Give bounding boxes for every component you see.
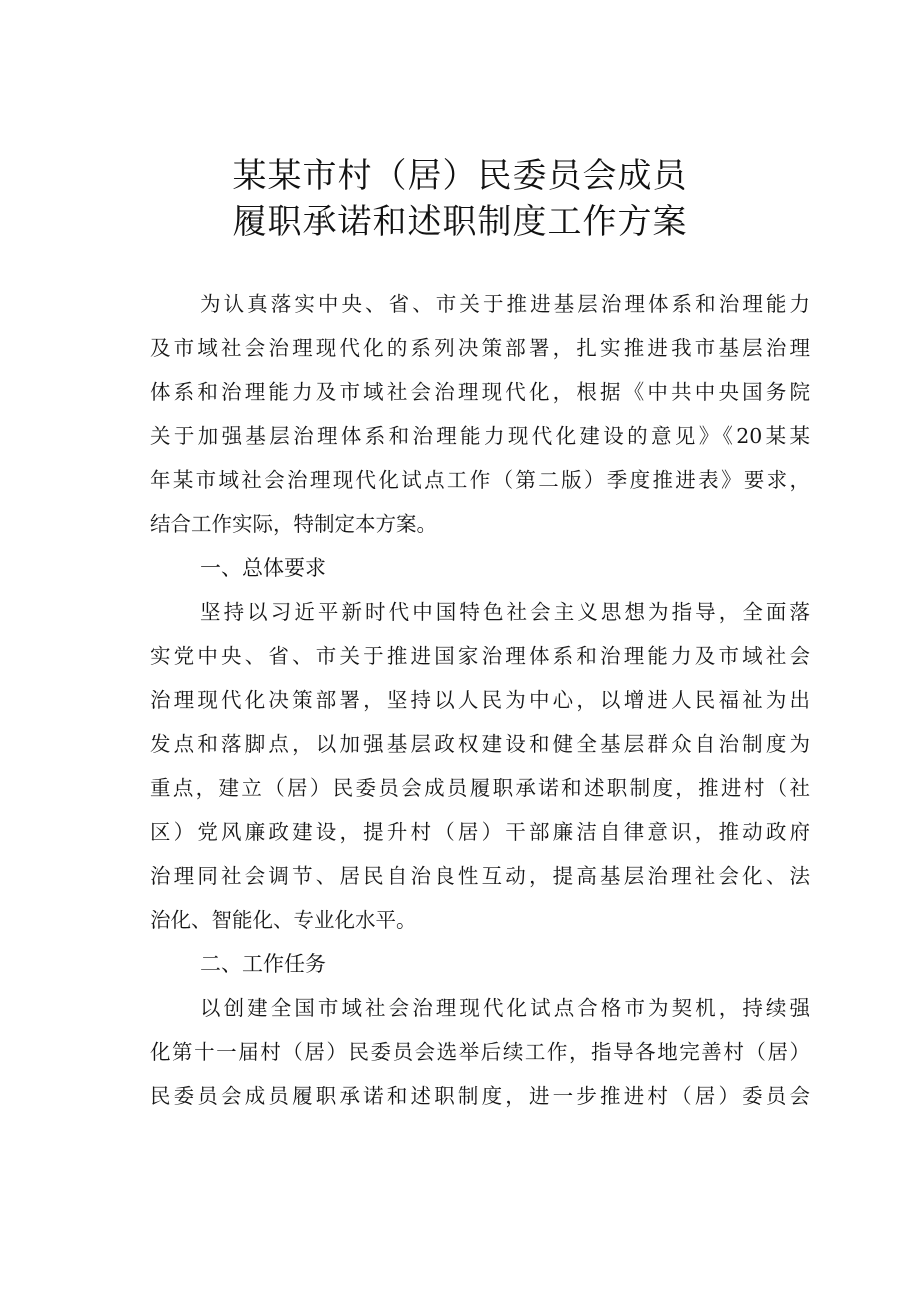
section1-paragraph-line: 治理同社会调节、居民自治良性互动，提高基层治理社会化、法 <box>150 864 810 888</box>
document-title-line-2: 履职承诺和述职制度工作方案 <box>232 202 688 242</box>
section1-paragraph-line: 区）党风廉政建设，提升村（居）干部廉洁自律意识，推动政府 <box>150 820 810 844</box>
intro-paragraph-line: 关于加强基层治理体系和治理能力现代化建设的意见》《20某某 <box>150 424 810 448</box>
section2-paragraph-line: 民委员会成员履职承诺和述职制度，进一步推进村（居）委员会 <box>150 1084 810 1108</box>
section-heading-overall-requirements: 一、总体要求 <box>200 556 326 580</box>
intro-paragraph-line: 结合工作实际，特制定本方案。 <box>150 512 437 536</box>
intro-paragraph-line: 体系和治理能力及市域社会治理现代化，根据《中共中央国务院 <box>150 380 810 404</box>
section1-paragraph-line: 治理现代化决策部署，坚持以人民为中心，以增进人民福祉为出 <box>150 688 810 712</box>
section-heading-work-tasks: 二、工作任务 <box>200 952 326 976</box>
section1-paragraph-line: 治化、智能化、专业化水平。 <box>150 908 417 932</box>
section1-paragraph-line: 实党中央、省、市关于推进国家治理体系和治理能力及市域社会 <box>150 644 810 668</box>
intro-paragraph-line: 及市域社会治理现代化的系列决策部署，扎实推进我市基层治理 <box>150 336 810 360</box>
section2-paragraph-line: 以创建全国市域社会治理现代化试点合格市为契机，持续强 <box>200 996 810 1020</box>
section1-paragraph-line: 发点和落脚点，以加强基层政权建设和健全基层群众自治制度为 <box>150 732 810 756</box>
intro-paragraph-line: 为认真落实中央、省、市关于推进基层治理体系和治理能力 <box>200 292 810 316</box>
document-title-line-1: 某某市村（居）民委员会成员 <box>232 156 688 196</box>
section1-paragraph-line: 坚持以习近平新时代中国特色社会主义思想为指导，全面落 <box>200 600 810 624</box>
section1-paragraph-line: 重点，建立（居）民委员会成员履职承诺和述职制度，推进村（社 <box>150 776 810 800</box>
intro-paragraph-line: 年某市域社会治理现代化试点工作（第二版）季度推进表》要求， <box>150 468 810 492</box>
section2-paragraph-line: 化第十一届村（居）民委员会选举后续工作，指导各地完善村（居） <box>150 1040 810 1064</box>
